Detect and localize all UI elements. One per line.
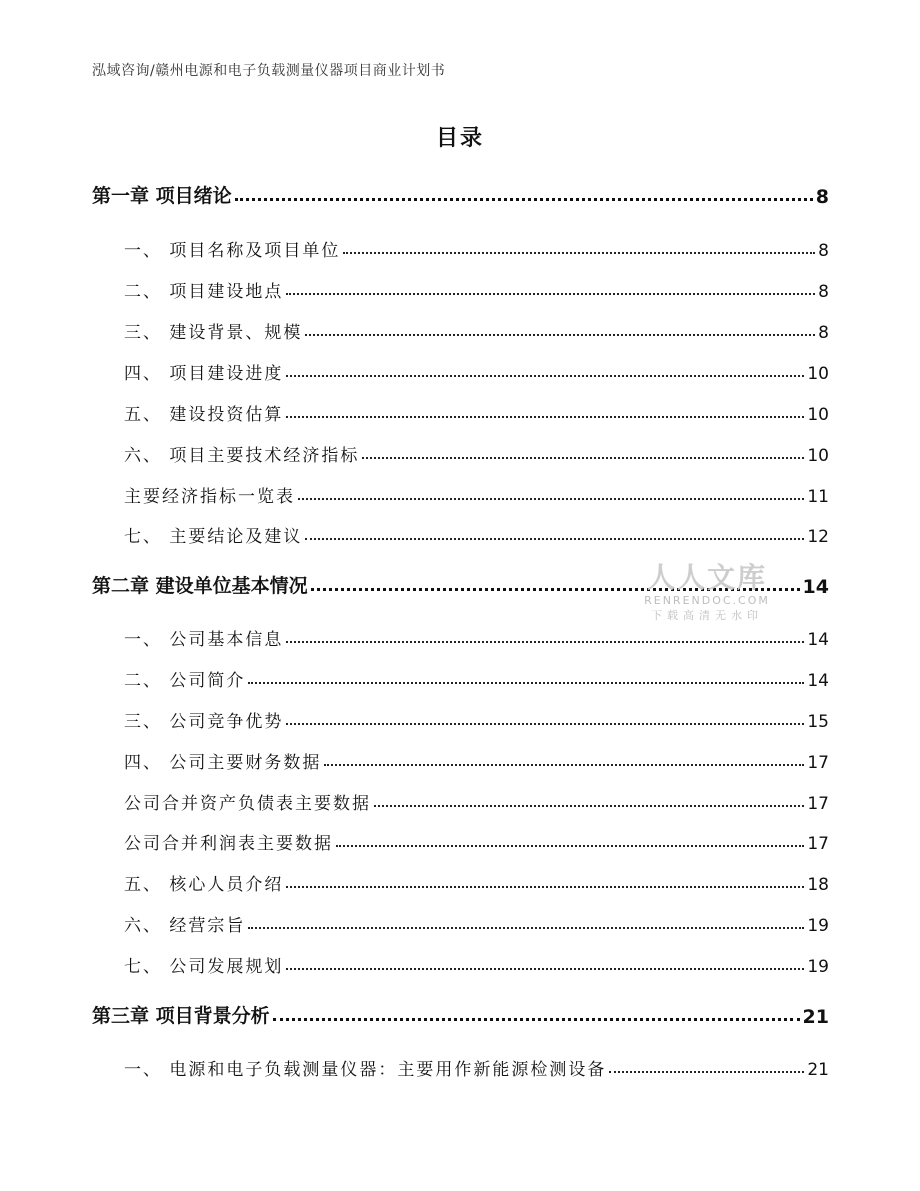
toc-section-2-balance[interactable] <box>92 786 829 814</box>
dot-leader <box>343 252 815 254</box>
toc-page-number: 19 <box>807 916 829 936</box>
dot-leader <box>362 457 804 459</box>
toc-page-number: 10 <box>807 364 829 384</box>
toc-page-number: 8 <box>818 323 829 343</box>
toc-page-number: 10 <box>807 405 829 425</box>
toc-page-number: 21 <box>802 1006 829 1028</box>
toc-section-2-income[interactable] <box>92 826 829 854</box>
toc-entry-label: 公司合并资产负债表主要数据 <box>124 794 371 814</box>
dot-leader <box>286 375 804 377</box>
watermark-domain: RENRENDOC.COM <box>644 594 770 607</box>
toc-section-1-3[interactable] <box>92 315 829 343</box>
dot-leader <box>248 682 804 684</box>
toc-page-number: 10 <box>807 446 829 466</box>
toc-page-number: 8 <box>818 282 829 302</box>
toc-entry-label: 七、 主要结论及建议 <box>124 527 303 547</box>
toc-page-number: 11 <box>807 487 829 507</box>
toc-entry-label: 六、 经营宗旨 <box>124 916 246 936</box>
toc-page-number: 17 <box>807 753 829 773</box>
toc-entry-label: 二、 公司简介 <box>124 671 246 691</box>
dot-leader <box>609 1071 804 1073</box>
toc-entry-label: 七、 公司发展规划 <box>124 957 284 977</box>
toc-section-1-table[interactable] <box>92 479 829 507</box>
toc-chapter-3[interactable] <box>92 1000 829 1028</box>
toc-entry-label: 二、 项目建设地点 <box>124 282 284 302</box>
dot-leader <box>298 498 804 500</box>
toc-entry-label: 一、 公司基本信息 <box>124 630 284 650</box>
dot-leader <box>286 416 804 418</box>
toc-section-2-1[interactable] <box>92 622 829 650</box>
toc-entry-label: 五、 建设投资估算 <box>124 405 284 425</box>
dot-leader <box>286 886 804 888</box>
toc-section-2-7[interactable] <box>92 949 829 977</box>
toc-section-1-7[interactable] <box>92 519 829 547</box>
toc-entry-label: 四、 公司主要财务数据 <box>124 753 322 773</box>
dot-leader <box>286 723 804 725</box>
dot-leader <box>286 968 804 970</box>
toc-page-number: 12 <box>807 527 829 547</box>
toc-page-number: 15 <box>807 712 829 732</box>
toc-page-number: 8 <box>818 241 829 261</box>
dot-leader <box>248 927 804 929</box>
toc-entry-label: 五、 核心人员介绍 <box>124 875 284 895</box>
watermark-logo-text: 人人文库 <box>646 561 767 594</box>
running-header: 泓域咨询/赣州电源和电子负载测量仪器项目商业计划书 <box>92 63 446 79</box>
toc-section-1-6[interactable] <box>92 438 829 466</box>
toc-page-number: 21 <box>807 1060 829 1080</box>
dot-leader <box>273 1018 800 1021</box>
toc-entry-label: 四、 项目建设进度 <box>124 364 284 384</box>
dot-leader <box>336 845 804 847</box>
dot-leader <box>305 538 804 540</box>
toc-title: 目录 <box>435 126 484 151</box>
toc-section-2-3[interactable] <box>92 704 829 732</box>
dot-leader <box>305 334 815 336</box>
toc-section-2-2[interactable] <box>92 663 829 691</box>
watermark-tagline: 下载高清无水印 <box>651 609 763 622</box>
dot-leader <box>374 805 804 807</box>
toc-entry-label: 第二章 建设单位基本情况 <box>92 575 308 597</box>
toc-section-1-1[interactable] <box>92 233 829 261</box>
dot-leader <box>324 764 804 766</box>
toc-section-2-6[interactable] <box>92 908 829 936</box>
toc-chapter-2[interactable] <box>92 570 829 598</box>
toc-section-1-4[interactable] <box>92 356 829 384</box>
table-of-contents <box>92 0 829 1191</box>
toc-entry-label: 第一章 项目绪论 <box>92 185 232 207</box>
toc-entry-label: 六、 项目主要技术经济指标 <box>124 446 360 466</box>
toc-page-number: 8 <box>815 186 829 208</box>
toc-page-number: 18 <box>807 875 829 895</box>
toc-page-number: 14 <box>802 576 829 598</box>
toc-section-3-1[interactable] <box>92 1052 829 1080</box>
toc-entry-label: 三、 公司竞争优势 <box>124 712 284 732</box>
toc-chapter-1[interactable] <box>92 180 829 208</box>
toc-section-1-2[interactable] <box>92 274 829 302</box>
toc-section-2-5[interactable] <box>92 867 829 895</box>
toc-entry-label: 公司合并利润表主要数据 <box>124 834 333 854</box>
toc-section-1-5[interactable] <box>92 397 829 425</box>
toc-entry-label: 第三章 项目背景分析 <box>92 1005 270 1027</box>
toc-page-number: 17 <box>807 794 829 814</box>
toc-entry-label: 三、 建设背景、规模 <box>124 323 303 343</box>
dot-leader <box>235 198 813 201</box>
toc-entry-label: 一、 电源和电子负载测量仪器：主要用作新能源检测设备 <box>124 1060 607 1080</box>
toc-entry-label: 主要经济指标一览表 <box>124 487 295 507</box>
dot-leader <box>286 293 815 295</box>
toc-page-number: 17 <box>807 834 829 854</box>
toc-section-2-4[interactable] <box>92 745 829 773</box>
toc-page-number: 14 <box>807 671 829 691</box>
toc-page-number: 14 <box>807 630 829 650</box>
toc-page-number: 19 <box>807 957 829 977</box>
dot-leader <box>286 641 804 643</box>
dot-leader <box>311 588 800 591</box>
toc-entry-label: 一、 项目名称及项目单位 <box>124 241 341 261</box>
